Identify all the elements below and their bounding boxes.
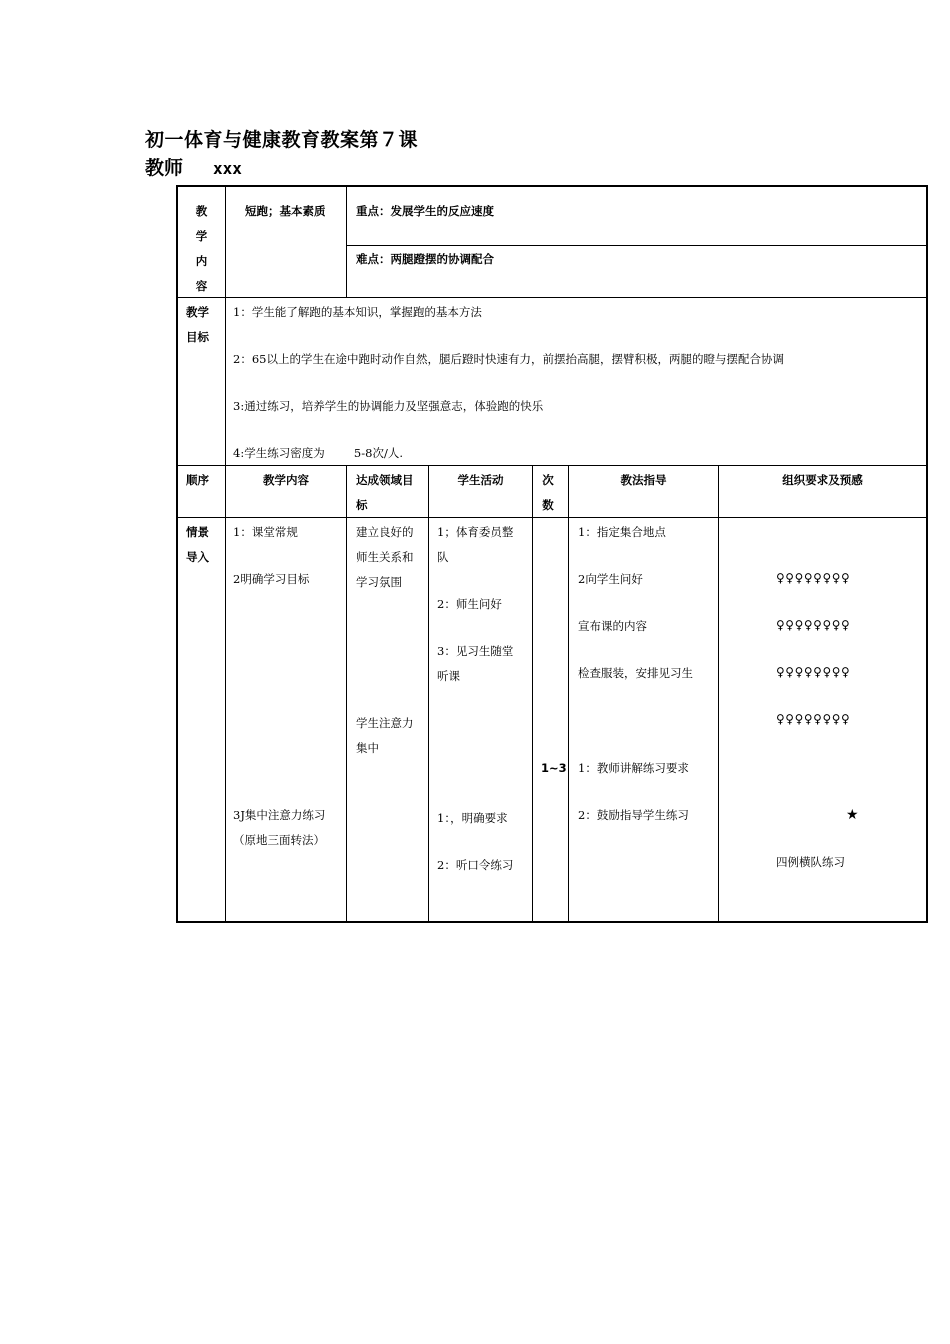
section-label-1: 情景 [186, 525, 209, 539]
method-line-3: 宣布课的内容 [578, 619, 647, 633]
goal-line-4: 学生注意力 [356, 716, 414, 730]
table-border-top [176, 185, 928, 187]
goals-label-1: 教学 [186, 305, 209, 319]
col-divider-1 [225, 185, 226, 923]
goals-label-2: 目标 [186, 330, 209, 344]
section-label-2: 导入 [186, 550, 209, 564]
content-item-4: （原地三面转法） [233, 833, 325, 847]
table-border-right [926, 185, 928, 923]
goal-line-3: 学习氛围 [356, 575, 402, 589]
header-method: 教法指导 [620, 473, 667, 487]
formation-row-3: ♀♀♀♀♀♀♀♀ [776, 665, 851, 679]
header-content: 教学内容 [263, 473, 309, 487]
topic-cell: 短跑；基本素质 [245, 204, 326, 218]
content-label-2: 学 [195, 229, 208, 243]
formation-row-2: ♀♀♀♀♀♀♀♀ [776, 618, 851, 632]
difficulty-cell: 难点：两腿蹬摆的协调配合 [356, 252, 494, 266]
student-line-4: 3：见习生随堂 [437, 644, 514, 658]
col-divider-3 [428, 465, 429, 923]
content-item-1: 1：课堂常规 [233, 525, 298, 539]
student-line-1: 1；体育委员整 [437, 525, 514, 539]
formation-label: 四例横队练习 [776, 855, 845, 869]
content-label-4: 容 [195, 279, 208, 293]
teacher-star-icon: ★ [846, 807, 860, 823]
method-line-4: 检查服装，安排见习生 [578, 666, 693, 680]
header-goal-1: 达成领域目 [356, 473, 414, 487]
method-line-6: 2：鼓励指导学生练习 [578, 808, 689, 822]
header-org: 组织要求及预感 [782, 473, 863, 487]
content-item-2: 2明确学习目标 [233, 572, 310, 586]
goal-item-3: 3:通过练习，培养学生的协调能力及坚强意志，体验跑的快乐 [233, 399, 544, 413]
method-line-2: 2向学生问好 [578, 572, 643, 586]
goal-line-2: 师生关系和 [356, 550, 414, 564]
formation-row-4: ♀♀♀♀♀♀♀♀ [776, 712, 851, 726]
key-point-cell: 重点：发展学生的反应速度 [356, 204, 494, 218]
method-line-5: 1：教师讲解练习要求 [578, 761, 689, 775]
header-student: 学生活动 [457, 473, 504, 487]
header-count-2: 数 [542, 498, 554, 512]
formation-row-1: ♀♀♀♀♀♀♀♀ [776, 571, 851, 585]
teacher-line [145, 153, 242, 180]
student-line-5: 听课 [437, 669, 460, 683]
student-line-7: 2：听口令练习 [437, 858, 514, 872]
row-divider-content [176, 297, 928, 298]
row-divider-keypoint [346, 245, 926, 246]
table-border-bottom [176, 921, 928, 923]
header-order: 顺序 [186, 473, 209, 487]
col-divider-4 [532, 465, 533, 923]
col-divider-2b [346, 465, 347, 923]
content-label-3: 内 [195, 254, 208, 268]
page-title: 初一体育与健康教育教案第７课 [145, 129, 419, 151]
row-divider-header [176, 517, 928, 518]
header-count-1: 次 [542, 473, 554, 487]
content-label-1: 教 [195, 204, 208, 218]
student-line-6: 1：，明确要求 [437, 811, 508, 825]
col-divider-5 [568, 465, 569, 923]
col-divider-2 [346, 185, 347, 297]
header-goal-2: 标 [356, 498, 368, 512]
method-line-1: 1：指定集合地点 [578, 525, 666, 539]
goal-line-1: 建立良好的 [356, 525, 414, 539]
student-line-3: 2：师生问好 [437, 597, 502, 611]
goal-item-4: 4:学生练习密度为 5-8次/人. [233, 446, 403, 460]
count-value: 1~3 [541, 761, 567, 775]
teacher-name: xxx [213, 159, 242, 178]
content-item-3: 3J集中注意力练习 [233, 808, 326, 822]
goal-line-5: 集中 [356, 741, 379, 755]
goal-item-1: 1：学生能了解跑的基本知识，掌握跑的基本方法 [233, 305, 482, 319]
teacher-label: 教师 [145, 157, 184, 179]
goal-item-2: 2：65以上的学生在途中跑时动作自然，腿后蹬时快速有力，前摆抬高腿，摆臂积极，两腿的瞪与摆配合协调 [233, 352, 784, 366]
col-divider-6 [718, 465, 719, 923]
student-line-2: 队 [437, 550, 449, 564]
row-divider-goals [176, 465, 928, 466]
